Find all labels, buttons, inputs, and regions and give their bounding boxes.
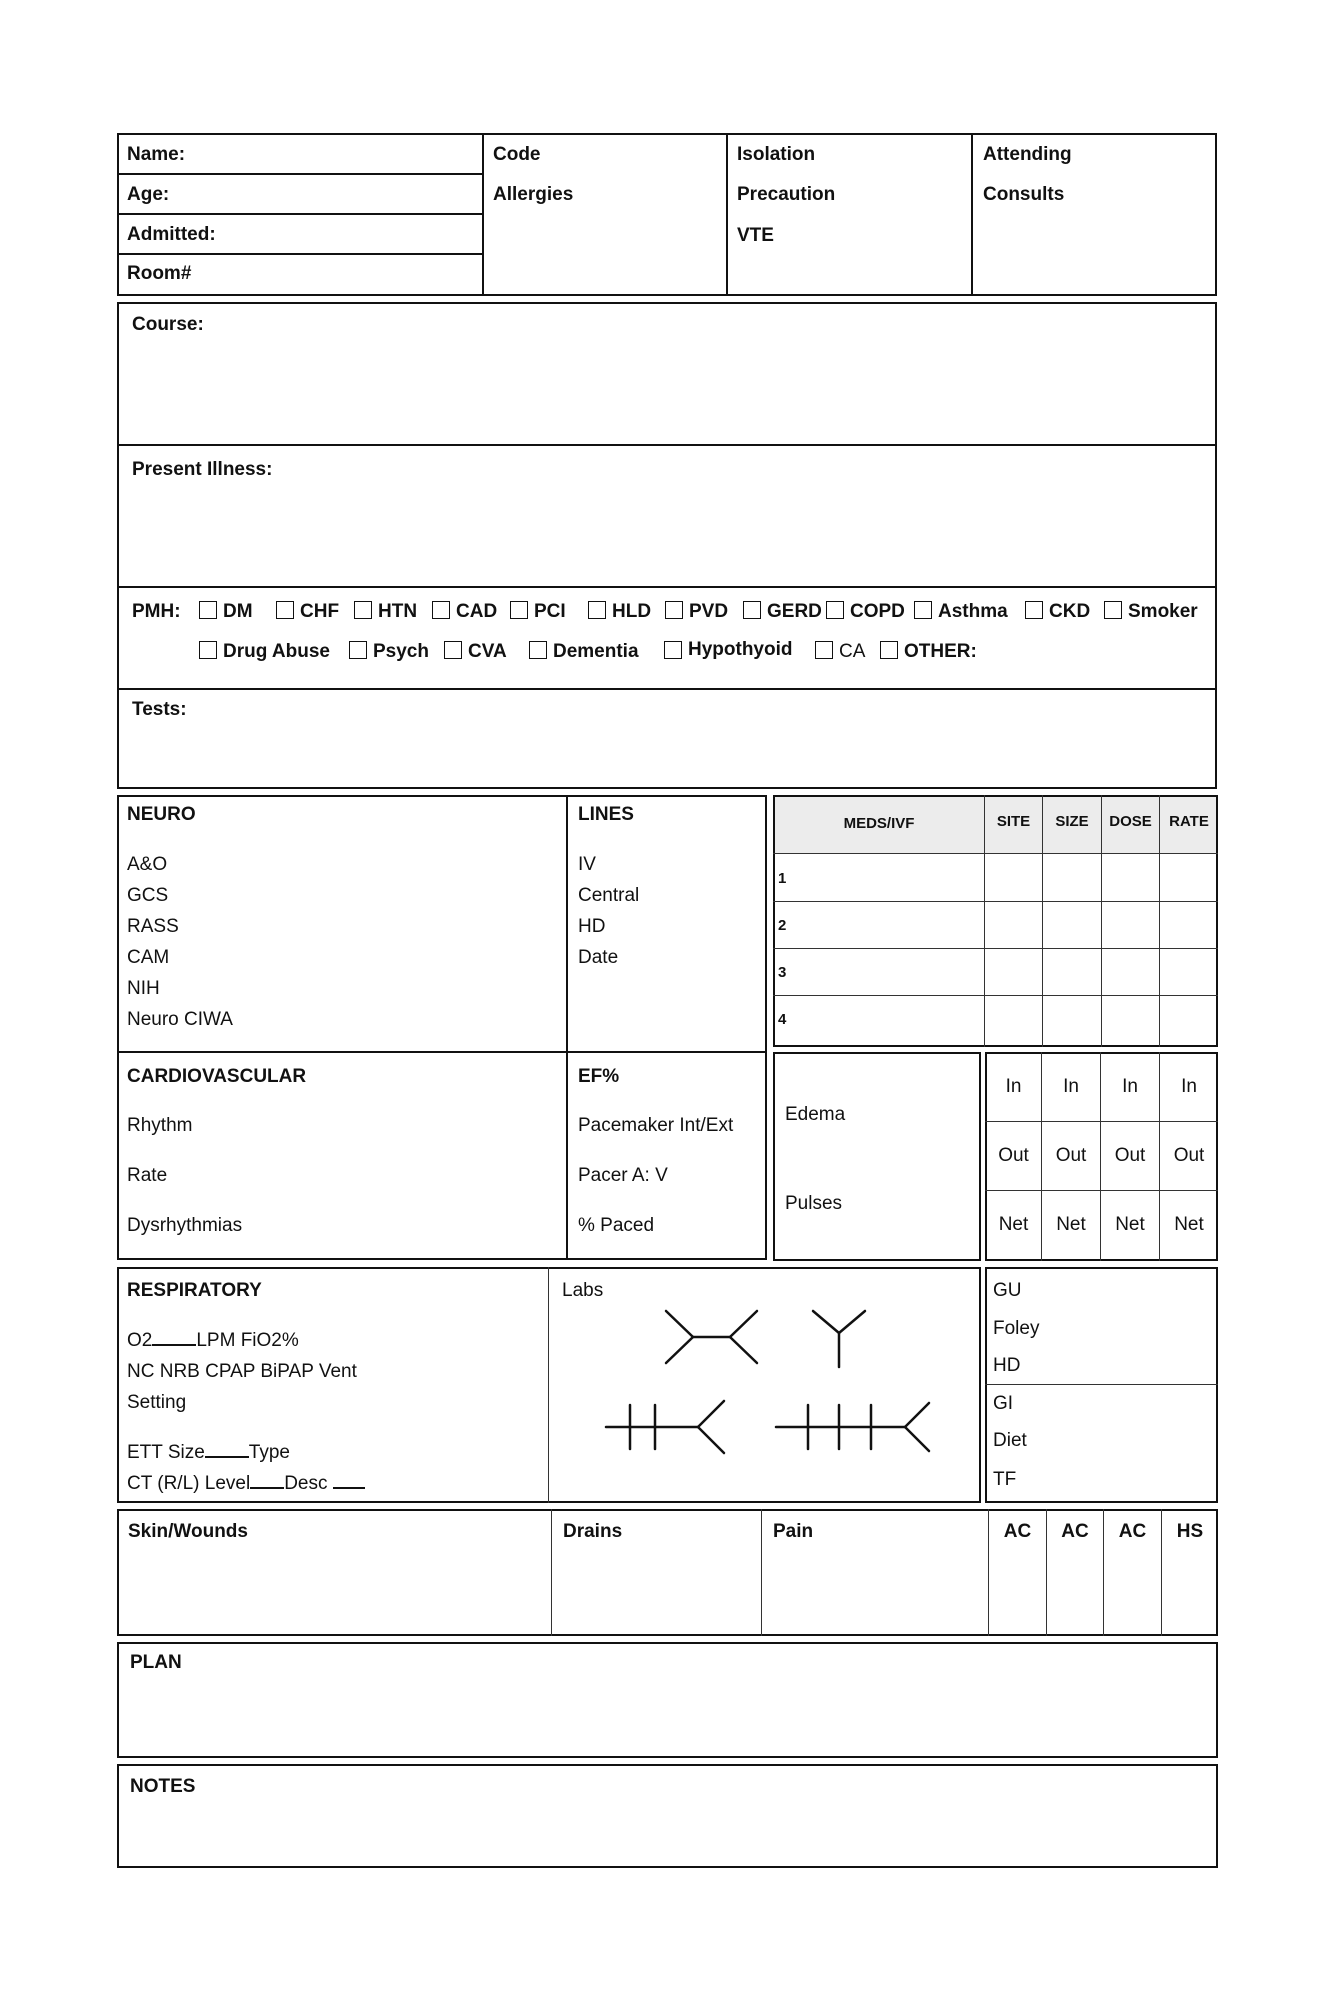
meds-header: RATE: [1169, 813, 1209, 830]
meds-header: MEDS/IVF: [843, 815, 915, 832]
header-divider: [726, 133, 728, 296]
meds-col-line: [1159, 795, 1160, 1047]
pmh-checkbox[interactable]: [529, 641, 547, 659]
pmh-option: Asthma: [938, 601, 1008, 622]
neuro-title: NEURO: [127, 804, 196, 825]
meds-row-line: [773, 995, 1218, 996]
pmh-option: GERD: [767, 601, 822, 622]
io-in: In: [1005, 1076, 1022, 1097]
pmh-option: CVA: [468, 641, 507, 662]
pmh-checkbox[interactable]: [826, 601, 844, 619]
resp-ct: [127, 1473, 365, 1495]
gi-item: Diet: [993, 1430, 1027, 1451]
cardio-item: Rhythm: [127, 1115, 193, 1136]
pmh-checkbox[interactable]: [510, 601, 528, 619]
check-ac-label: AC: [1061, 1521, 1089, 1542]
pmh-checkbox[interactable]: [349, 641, 367, 659]
pmh-checkbox[interactable]: [664, 641, 682, 659]
neuro-item: RASS: [127, 916, 179, 937]
meds-row-line: [773, 853, 1218, 854]
io-out: Out: [1114, 1145, 1146, 1166]
pmh-option: Drug Abuse: [223, 641, 330, 662]
pmh-checkbox[interactable]: [1104, 601, 1122, 619]
lab-fishbone-icon: [606, 1401, 724, 1453]
resp-ct-label: CT (R/L) Level: [127, 1473, 251, 1494]
section-divider: [117, 586, 1217, 588]
meds-row-number: 1: [778, 870, 787, 887]
edema-label: Edema: [785, 1104, 846, 1125]
pmh-checkbox[interactable]: [276, 601, 294, 619]
pmh-option: PCI: [534, 601, 566, 622]
io-in: In: [1122, 1076, 1138, 1097]
name-label: Name:: [127, 144, 186, 165]
edema-pulses-box: [773, 1052, 981, 1261]
header-row-line: [117, 213, 483, 215]
gu-item: HD: [993, 1355, 1021, 1376]
pmh-label: PMH:: [132, 601, 181, 622]
meds-col-line: [984, 795, 985, 1047]
meds-header: DOSE: [1109, 813, 1152, 830]
pmh-checkbox[interactable]: [665, 601, 683, 619]
gi-item: GI: [993, 1393, 1014, 1414]
io-row-line: [985, 1190, 1218, 1191]
resp-o2-label: O2: [127, 1330, 153, 1351]
lines-item: Date: [578, 947, 619, 968]
code-label: Code: [493, 144, 541, 165]
pmh-checkbox[interactable]: [199, 641, 217, 659]
meds-col-line: [1042, 795, 1043, 1047]
lines-item: IV: [578, 854, 596, 875]
io-out: Out: [1055, 1145, 1087, 1166]
meds-table: [773, 795, 1218, 1047]
notes-label: NOTES: [130, 1776, 196, 1797]
meds-row-line: [773, 948, 1218, 949]
pmh-checkbox[interactable]: [199, 601, 217, 619]
lab-diagrams: [550, 1269, 978, 1501]
ef-title: EF%: [578, 1066, 620, 1087]
resp-title: RESPIRATORY: [127, 1280, 262, 1301]
blank-line: [152, 1330, 196, 1346]
header-row-line: [117, 253, 483, 255]
neuro-cardio-divider: [117, 1051, 767, 1053]
attending-label: Attending: [983, 144, 1072, 165]
lines-title: LINES: [578, 804, 634, 825]
neuro-item: NIH: [127, 978, 160, 999]
io-net: Net: [998, 1214, 1029, 1235]
bottom-col-line: [551, 1509, 552, 1636]
pain-label: Pain: [773, 1521, 814, 1542]
cardio-item: Rate: [127, 1165, 168, 1186]
pmh-checkbox[interactable]: [914, 601, 932, 619]
plan-box: [117, 1642, 1218, 1758]
gu-item: GU: [993, 1280, 1022, 1301]
pmh-option: PVD: [689, 601, 729, 622]
age-label: Age:: [127, 184, 170, 205]
io-net: Net: [1115, 1214, 1145, 1235]
bottom-col-line: [761, 1509, 762, 1636]
io-net: Net: [1174, 1214, 1204, 1235]
gu-gi-box: [985, 1267, 1218, 1503]
section-divider: [117, 688, 1217, 690]
precaution-label: Precaution: [737, 184, 836, 205]
lines-item: Central: [578, 885, 640, 906]
admitted-label: Admitted:: [127, 224, 216, 245]
gi-item: TF: [993, 1469, 1017, 1490]
lines-item: HD: [578, 916, 606, 937]
pmh-checkbox[interactable]: [354, 601, 372, 619]
pmh-checkbox[interactable]: [588, 601, 606, 619]
meds-header: SIZE: [1055, 813, 1089, 830]
meds-col-line: [1101, 795, 1102, 1047]
pmh-checkbox[interactable]: [880, 641, 898, 659]
ef-item: Pacemaker Int/Ext: [578, 1115, 734, 1136]
resp-ct-desc: Desc: [284, 1473, 328, 1494]
pmh-option: Psych: [373, 641, 429, 662]
io-out: Out: [998, 1145, 1029, 1166]
resp-o2-unit: LPM FiO2%: [196, 1330, 299, 1351]
pmh-option: CA: [839, 641, 866, 662]
isolation-label: Isolation: [737, 144, 816, 165]
meds-row-number: 3: [778, 964, 787, 981]
io-in: In: [1181, 1076, 1197, 1097]
pmh-option: Smoker: [1128, 601, 1198, 622]
section-divider: [117, 444, 1217, 446]
pmh-option: COPD: [850, 601, 905, 622]
cardio-title: CARDIOVASCULAR: [127, 1066, 307, 1087]
meds-row-number: 4: [778, 1011, 787, 1028]
pmh-checkbox[interactable]: [815, 641, 833, 659]
ef-item: % Paced: [578, 1215, 655, 1236]
gu-item: Foley: [993, 1318, 1040, 1339]
consults-label: Consults: [983, 184, 1065, 205]
lab-fishbone-long-icon: [776, 1403, 929, 1451]
pmh-checkbox[interactable]: [1025, 601, 1043, 619]
pmh-option: CKD: [1049, 601, 1091, 622]
labs-title: Labs: [562, 1280, 604, 1301]
cardio-item: Dysrhythmias: [127, 1215, 243, 1236]
neuro-item: Neuro CIWA: [127, 1009, 233, 1030]
pmh-checkbox[interactable]: [444, 641, 462, 659]
room-label: Room#: [127, 263, 192, 284]
io-out: Out: [1173, 1145, 1205, 1166]
neuro-item: GCS: [127, 885, 169, 906]
pmh-option: HTN: [378, 601, 418, 622]
blank-line: [333, 1473, 365, 1489]
resp-ett: [127, 1442, 290, 1464]
neuro-item: CAM: [127, 947, 170, 968]
skin-wounds-label: Skin/Wounds: [128, 1521, 248, 1542]
resp-setting: Setting: [127, 1392, 187, 1413]
ef-item: Pacer A: V: [578, 1165, 668, 1186]
pmh-option: Hypothyoid: [688, 639, 793, 660]
meds-header: SITE: [996, 813, 1031, 830]
lab-skeleton-y-icon: [813, 1311, 865, 1367]
gu-gi-divider: [985, 1384, 1218, 1385]
notes-box: [117, 1764, 1218, 1868]
io-row-line: [985, 1121, 1218, 1122]
plan-label: PLAN: [130, 1652, 182, 1673]
pmh-option: CHF: [300, 601, 340, 622]
pmh-option: DM: [223, 601, 253, 622]
pmh-checkbox[interactable]: [743, 601, 761, 619]
resp-o2: [127, 1330, 299, 1352]
meds-row-line: [773, 901, 1218, 902]
vte-label: VTE: [737, 225, 774, 246]
course-label: Course:: [132, 314, 204, 335]
allergies-label: Allergies: [493, 184, 574, 205]
check-ac-label: AC: [1118, 1521, 1147, 1542]
meds-row-number: 2: [778, 917, 787, 934]
header-row-line: [117, 173, 483, 175]
blank-line: [250, 1473, 284, 1489]
io-net: Net: [1056, 1214, 1086, 1235]
pmh-option: HLD: [612, 601, 652, 622]
pulses-label: Pulses: [785, 1193, 843, 1214]
io-in: In: [1063, 1076, 1079, 1097]
lab-skeleton-bmp-icon: [666, 1311, 757, 1363]
check-hs-label: HS: [1176, 1521, 1204, 1542]
neuro-divider: [566, 795, 568, 1260]
pmh-option: Dementia: [553, 641, 639, 662]
drains-label: Drains: [563, 1521, 623, 1542]
tests-label: Tests:: [132, 699, 187, 720]
pmh-checkbox[interactable]: [432, 601, 450, 619]
blank-line: [205, 1442, 249, 1458]
resp-labs-divider: [548, 1267, 549, 1503]
pmh-option: OTHER:: [904, 641, 977, 662]
check-ac-label: AC: [1003, 1521, 1032, 1542]
resp-ett-type: Type: [248, 1442, 290, 1463]
pmh-option: CAD: [456, 601, 498, 622]
resp-modes: NC NRB CPAP BiPAP Vent: [127, 1361, 357, 1382]
history-block: [117, 302, 1217, 789]
resp-ett-label: ETT Size: [127, 1442, 205, 1463]
present-illness-label: Present Illness:: [132, 459, 273, 480]
neuro-item: A&O: [127, 854, 168, 875]
header-divider: [971, 133, 973, 296]
